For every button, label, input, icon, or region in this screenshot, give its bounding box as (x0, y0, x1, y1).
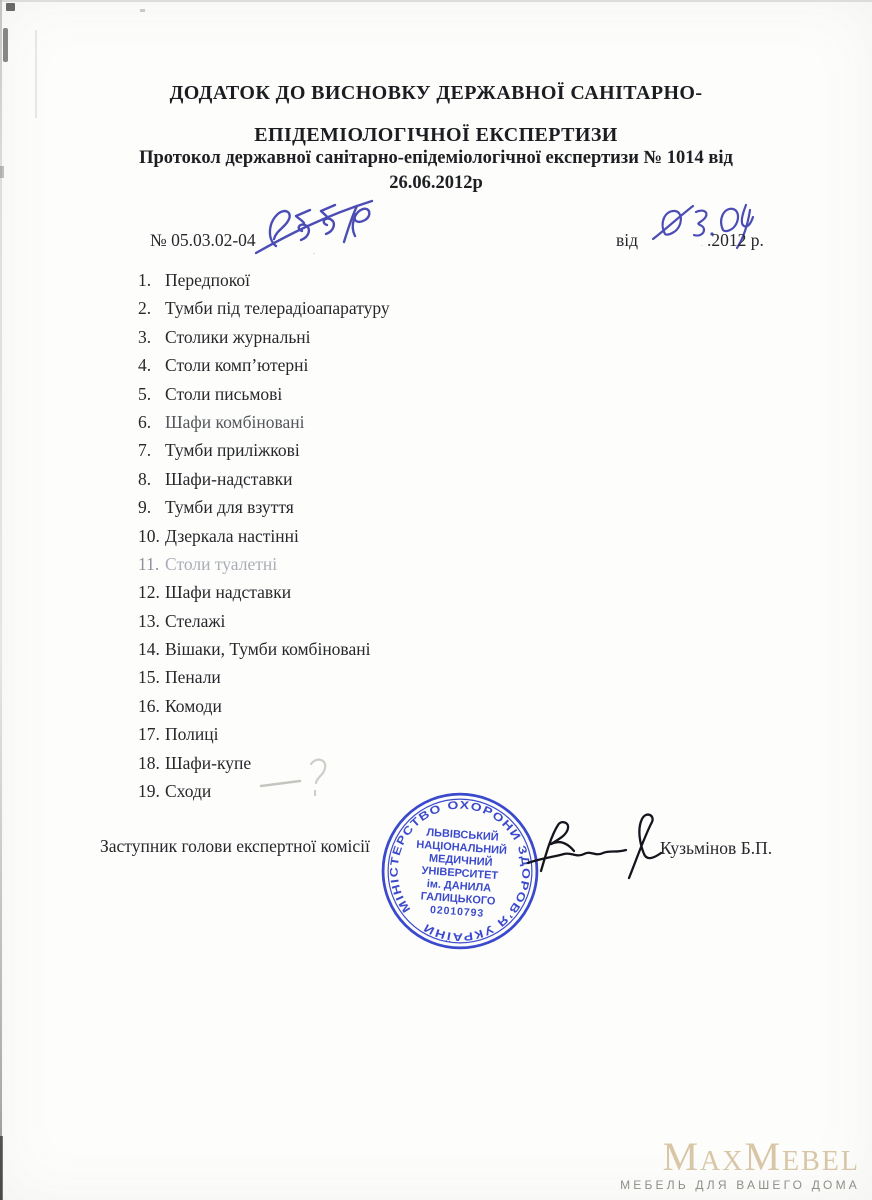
list-item-number: 3. (138, 326, 152, 347)
list-item-number: 13. (138, 610, 160, 631)
list-item-text: Полиці (165, 724, 219, 745)
list-item (138, 351, 698, 379)
list-item (138, 323, 698, 351)
stamp-line: ГАЛИЦЬКОГО (420, 890, 496, 908)
stamp-ring-text: МІНІСТЕРСТВО ОХОРОНИ ЗДОРОВ’Я УКРАЇНИ (388, 799, 532, 943)
list-item-number: 12. (138, 582, 160, 603)
handwritten-document-number (252, 196, 377, 258)
list-item-text: Столи письмові (165, 383, 283, 404)
list-item-text: Шафи-купе (165, 752, 252, 773)
furniture-list (138, 266, 698, 805)
protocol-line2: 26.06.2012р (389, 173, 483, 193)
stamp-line: МЕДИЧНИЙ (428, 852, 493, 869)
list-item-text: Вішаки, Тумби комбіновані (165, 639, 371, 660)
list-item (138, 266, 698, 294)
signer-name: Кузьмінов Б.П. (660, 838, 773, 858)
list-item-number: 18. (138, 752, 160, 773)
list-item (138, 493, 698, 521)
list-item-number: 15. (138, 667, 160, 688)
date-suffix: .2012 р. (707, 230, 764, 250)
stamp-line: ЛЬВІВСЬКИЙ (426, 826, 500, 844)
pencil-mark (255, 752, 340, 804)
list-item-number: 10. (138, 525, 160, 546)
list-item (138, 380, 698, 408)
scan-artifact (3, 28, 8, 62)
list-item-text: Тумби для взуття (165, 497, 294, 518)
scan-artifact (140, 9, 145, 12)
list-item-text: Комоди (165, 695, 222, 716)
list-item-text: Тумби під телерадіоапаратуру (165, 298, 390, 319)
list-item (138, 692, 698, 720)
list-item-text: Стелажі (165, 610, 226, 631)
scan-artifact (6, 3, 15, 11)
list-item (138, 408, 698, 436)
list-item-text: Дзеркала настінні (165, 525, 299, 546)
list-item-text: Шафи надставки (165, 582, 292, 603)
list-item-number: 1. (138, 270, 152, 290)
list-item-number: 5. (138, 383, 152, 404)
stamp-line: УНІВЕРСИТЕТ (421, 864, 499, 883)
list-item-text: Сходи (165, 781, 212, 802)
list-item-text: Столи туалетні (165, 553, 278, 574)
stamp-line: 02010793 (429, 903, 485, 920)
handwritten-number-value: 6558 (313, 254, 315, 255)
list-item-number: 4. (138, 355, 152, 376)
list-item-number: 9. (138, 497, 152, 518)
list-item-number: 19. (138, 781, 160, 802)
list-item (138, 436, 698, 464)
stamp-line: ім. ДАНИЛА (426, 878, 492, 895)
list-item (138, 720, 698, 748)
list-item (138, 749, 698, 777)
list-item (138, 550, 698, 578)
document-title-line2: ЕПІДЕМІОЛОГІЧНОЇ ЕКСПЕРТИЗИ (254, 124, 618, 146)
list-item-text: Шафи комбіновані (165, 411, 305, 432)
signature-ink (518, 805, 678, 890)
list-item-number: 7. (138, 440, 152, 461)
list-item-text: Тумби приліжкові (165, 440, 300, 461)
scan-edge-artifact (0, 0, 872, 2)
watermark (620, 1134, 860, 1192)
handwritten-date-value: 03.04 (700, 246, 704, 247)
protocol-line1: Протокол державної санітарно-епідеміологічної експертизи № 1014 від (139, 148, 733, 168)
list-item (138, 578, 698, 606)
list-item-number: 16. (138, 695, 160, 716)
list-item-number: 6. (138, 411, 152, 432)
list-item (138, 522, 698, 550)
list-item-text: Пенали (165, 667, 221, 688)
list-item-number: 2. (138, 298, 152, 319)
list-item (138, 294, 698, 322)
list-item (138, 663, 698, 691)
list-item (138, 635, 698, 663)
signer-role-label: Заступник голови експертної комісії (100, 836, 370, 856)
list-item-text: Столики журнальні (165, 326, 311, 347)
list-item-text: Столи комп’ютерні (165, 355, 309, 376)
list-item-number: 17. (138, 724, 160, 745)
watermark-brand: MaxMebel (662, 1134, 860, 1179)
list-item-text: Передпокої (165, 270, 250, 290)
scan-artifact (0, 1136, 3, 1200)
document-number-label: № 05.03.02-04 (150, 230, 256, 250)
list-item-number: 11. (138, 553, 160, 574)
date-prefix: від (616, 230, 639, 250)
watermark-tagline: МЕБЕЛЬ ДЛЯ ВАШЕГО ДОМА (620, 1178, 860, 1192)
stamp-line: НАЦІОНАЛЬНИЙ (415, 838, 508, 858)
document-title-line1: ДОДАТОК ДО ВИСНОВКУ ДЕРЖАВНОЇ САНІТАРНО- (169, 82, 703, 104)
list-item (138, 465, 698, 493)
list-item-number: 14. (138, 639, 160, 660)
list-item (138, 607, 698, 635)
list-item-number: 8. (138, 468, 152, 489)
list-item-text: Шафи-надставки (165, 468, 293, 489)
